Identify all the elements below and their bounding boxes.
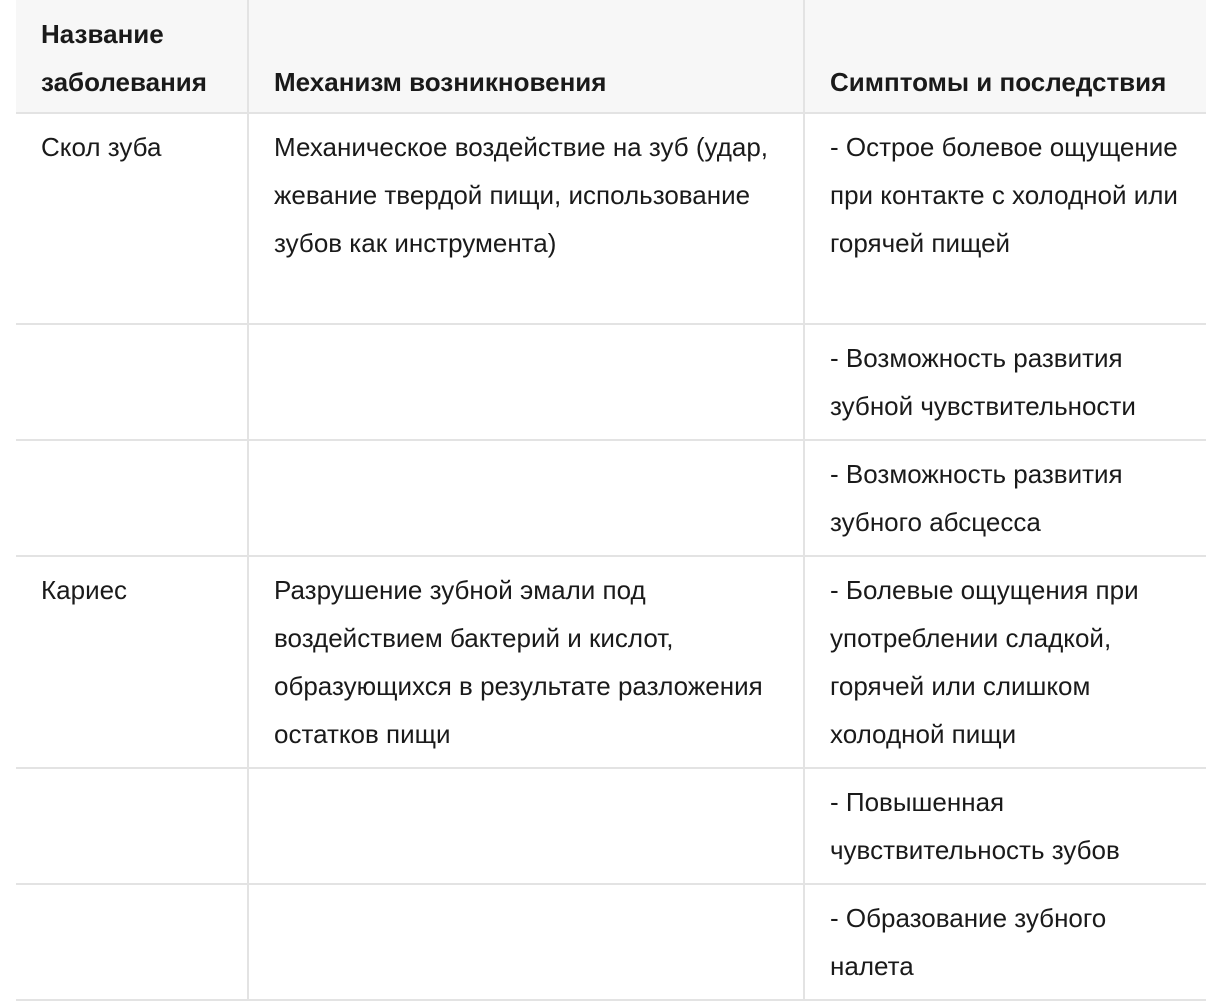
table-row [16,768,1206,884]
header-disease-name: Название заболевания [16,0,248,113]
table-body [16,113,1206,1001]
table-row [16,556,1206,768]
disease-cell [16,440,248,556]
disease-cell [16,884,248,1000]
symptom-cell: - Болевые ощущения при употреблении сладкой, горячей или слишком холодной пищи [804,556,1206,768]
mechanism-cell [248,884,804,1000]
mechanism-cell [248,768,804,884]
header-mechanism: Механизм возникновения [248,0,804,113]
disease-cell: Кариес [16,556,248,768]
symptom-cell: - Острое болевое ощущение при контакте с холодной или горячей пищей [804,113,1206,324]
symptom-cell: - Возможность развития зубной чувствительности [804,324,1206,440]
mechanism-cell: Механическое воздействие на зуб (удар, жевание твердой пищи, использование зубов как инструмента) [248,113,804,324]
table-row [16,113,1206,324]
table-row [16,324,1206,440]
mechanism-cell: Разрушение зубной эмали под воздействием бактерий и кислот, образующихся в результате разложения остатков пищи [248,556,804,768]
diseases-table [16,0,1206,1001]
header-symptoms: Симптомы и последствия [804,0,1206,113]
symptom-cell: - Образование зубного налета [804,884,1206,1000]
table-container [16,0,1206,1001]
mechanism-cell [248,440,804,556]
table-header [16,0,1206,113]
header-row [16,0,1206,113]
disease-cell [16,768,248,884]
table-row [16,884,1206,1000]
symptom-cell: - Возможность развития зубного абсцесса [804,440,1206,556]
disease-cell [16,324,248,440]
symptom-cell: - Повышенная чувствительность зубов [804,768,1206,884]
disease-cell: Скол зуба [16,113,248,324]
mechanism-cell [248,324,804,440]
table-row [16,440,1206,556]
